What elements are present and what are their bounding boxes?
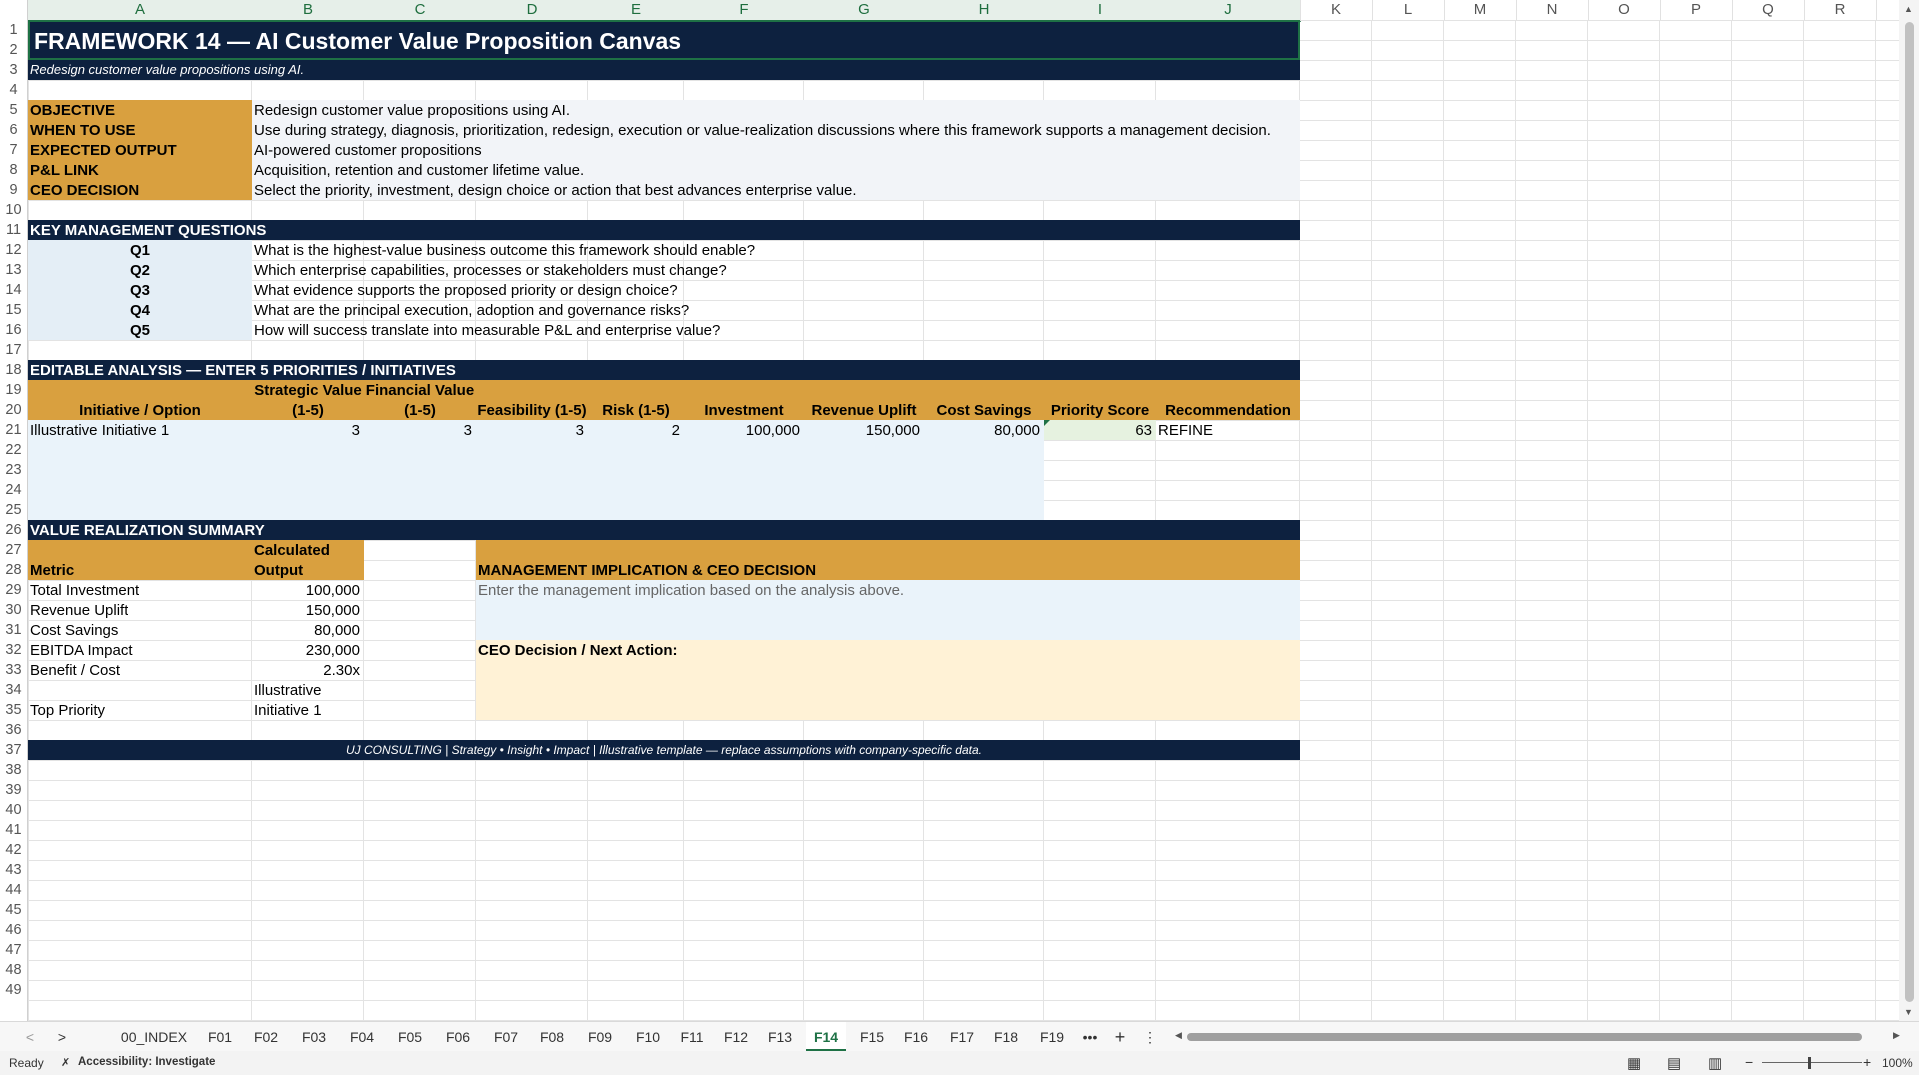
row-header[interactable]: 41	[5, 822, 22, 838]
info-value-objective[interactable]: Redesign customer value propositions using AI.	[254, 102, 571, 119]
row-header[interactable]: 12	[5, 242, 22, 258]
tab-scroll-left-icon[interactable]: <	[25, 1029, 35, 1045]
row-header[interactable]: 5	[9, 102, 18, 118]
col-initiative: Initiative / Option	[79, 402, 201, 419]
sheet-tab-00-index[interactable]: 00_INDEX	[120, 1029, 188, 1045]
page-layout-view-icon[interactable]: ▤	[1667, 1055, 1682, 1072]
horizontal-scroll-thumb[interactable]	[1187, 1033, 1862, 1041]
column-header-i[interactable]: I	[1044, 0, 1157, 22]
row-header-bar	[0, 20, 28, 1021]
column-header-q[interactable]: Q	[1732, 0, 1805, 20]
column-header-j[interactable]: J	[1156, 0, 1301, 22]
row-header[interactable]: 13	[5, 262, 22, 278]
sheet-tab-f12[interactable]: F12	[723, 1029, 749, 1045]
spreadsheet-grid[interactable]	[28, 20, 1899, 1021]
col-strategic-1: Strategic Value	[254, 382, 362, 399]
sheet-tab-f06[interactable]: F06	[445, 1029, 471, 1045]
tab-scroll-right-icon[interactable]: >	[57, 1029, 67, 1045]
initiative-name[interactable]: Illustrative Initiative 1	[30, 422, 170, 439]
question-id-4: Q4	[129, 302, 150, 319]
normal-view-icon[interactable]: ▦	[1627, 1055, 1642, 1072]
question-text-1[interactable]: What is the highest-value business outcome this framework should enable?	[254, 242, 756, 259]
row-header[interactable]: 24	[5, 482, 22, 498]
question-text-3[interactable]: What evidence supports the proposed priority or design choice?	[254, 282, 678, 299]
status-ready: Ready	[9, 1056, 44, 1070]
sheet-tab-f03[interactable]: F03	[301, 1029, 327, 1045]
row-header[interactable]: 36	[5, 722, 22, 738]
summary-header: VALUE REALIZATION SUMMARY	[30, 522, 265, 539]
row-header[interactable]: 22	[5, 442, 22, 458]
page-break-view-icon[interactable]: ▥	[1708, 1055, 1723, 1072]
horizontal-scrollbar[interactable]	[1175, 1030, 1900, 1043]
sheet-tab-f07[interactable]: F07	[493, 1029, 519, 1045]
summary-metric-5: Benefit / Cost	[30, 662, 121, 679]
column-header-k[interactable]: K	[1300, 0, 1373, 20]
question-id-2: Q2	[129, 262, 150, 279]
questions-header: KEY MANAGEMENT QUESTIONS	[30, 222, 267, 239]
summary-col-output-1: Calculated	[254, 542, 330, 559]
row-header[interactable]: 45	[5, 902, 22, 918]
hscroll-right-icon[interactable]: ▶	[1893, 1030, 1900, 1040]
top-priority-value-2: Initiative 1	[254, 702, 322, 719]
page-subtitle: Redesign customer value propositions using AI.	[30, 62, 305, 77]
info-label-ceo: CEO DECISION	[30, 182, 140, 199]
sheet-tab-f04[interactable]: F04	[349, 1029, 375, 1045]
zoom-out-icon[interactable]: −	[1745, 1054, 1754, 1070]
implication-placeholder: Enter the management implication based on the analysis above.	[478, 582, 905, 599]
column-header-l[interactable]: L	[1372, 0, 1445, 20]
row-header[interactable]: 8	[9, 162, 18, 178]
footer-text: UJ CONSULTING | Strategy • Insight • Impact | Illustrative template — replace assumptions with company-specific data.	[346, 743, 982, 757]
sheet-tab-f08[interactable]: F08	[539, 1029, 565, 1045]
question-text-5[interactable]: How will success translate into measurable P&L and enterprise value?	[254, 322, 721, 339]
implication-input[interactable]	[476, 580, 1300, 640]
accessibility-icon[interactable]: ✗	[61, 1057, 71, 1069]
risk-value[interactable]: 2	[671, 422, 680, 439]
row-header[interactable]: 38	[5, 762, 22, 778]
info-label-objective: OBJECTIVE	[30, 102, 116, 119]
column-header-c[interactable]: C	[364, 0, 477, 22]
row-header[interactable]: 4	[9, 82, 18, 98]
row-header[interactable]: 3	[9, 62, 18, 78]
more-sheets-icon[interactable]: •••	[1082, 1029, 1098, 1045]
row-header[interactable]: 10	[5, 202, 22, 218]
question-id-3: Q3	[129, 282, 150, 299]
column-header-bar	[0, 0, 1919, 21]
select-all-corner[interactable]	[0, 0, 28, 20]
summary-value-1: 100,000	[305, 582, 360, 599]
row-header[interactable]: 49	[5, 982, 22, 998]
column-header-n[interactable]: N	[1516, 0, 1589, 20]
column-header-a[interactable]: A	[28, 0, 253, 22]
feasibility-value[interactable]: 3	[575, 422, 584, 439]
hscroll-left-icon[interactable]: ◀	[1175, 1030, 1182, 1040]
sheet-tab-f02[interactable]: F02	[253, 1029, 279, 1045]
row-header[interactable]: 47	[5, 942, 22, 958]
sheet-tab-f11[interactable]: F11	[680, 1029, 704, 1045]
info-label-output: EXPECTED OUTPUT	[30, 142, 177, 159]
summary-value-2: 150,000	[305, 602, 360, 619]
column-header-b[interactable]: B	[252, 0, 365, 22]
row-header[interactable]: 39	[5, 782, 22, 798]
info-value-ceo[interactable]: Select the priority, investment, design choice or action that best advances enterprise value.	[254, 182, 857, 199]
info-label-when: WHEN TO USE	[30, 122, 136, 139]
status-bar	[0, 1051, 1919, 1075]
column-header-f[interactable]: F	[684, 0, 805, 22]
sheet-tab-f14[interactable]: F14	[806, 1022, 846, 1052]
scroll-down-icon[interactable]: ▼	[1904, 1007, 1913, 1017]
row-header[interactable]: 31	[5, 622, 22, 638]
row-header[interactable]: 30	[5, 602, 22, 618]
summary-metric-4: EBITDA Impact	[30, 642, 133, 659]
row-header[interactable]: 23	[5, 462, 22, 478]
column-header-h[interactable]: H	[924, 0, 1045, 22]
zoom-slider-thumb[interactable]	[1808, 1057, 1811, 1069]
column-header-r[interactable]: R	[1804, 0, 1877, 20]
accessibility-status[interactable]: Accessibility: Investigate	[78, 1056, 216, 1068]
row-header[interactable]: 20	[5, 402, 22, 418]
sheet-tab-f10[interactable]: F10	[635, 1029, 661, 1045]
row-header[interactable]: 44	[5, 882, 22, 898]
row-header[interactable]: 21	[5, 422, 22, 438]
sheet-tab-f09[interactable]: F09	[587, 1029, 613, 1045]
top-priority-value-1: Illustrative	[254, 682, 322, 699]
row-header[interactable]: 32	[5, 642, 22, 658]
summary-col-output-2: Output	[254, 562, 304, 579]
col-strategic-2: (1-5)	[292, 402, 324, 419]
financial-value[interactable]: 3	[463, 422, 472, 439]
revenue-value[interactable]: 150,000	[865, 422, 920, 439]
row-header[interactable]: 1	[9, 22, 18, 38]
scroll-up-icon[interactable]: ▲	[1904, 4, 1913, 14]
row-header[interactable]: 28	[5, 562, 22, 578]
row-header[interactable]: 29	[5, 582, 22, 598]
savings-value[interactable]: 80,000	[994, 422, 1040, 439]
info-value-pl[interactable]: Acquisition, retention and customer lifetime value.	[254, 162, 585, 179]
sheet-tab-f15[interactable]: F15	[859, 1029, 885, 1045]
implication-header: MANAGEMENT IMPLICATION & CEO DECISION	[478, 562, 817, 579]
zoom-level[interactable]: 100%	[1882, 1056, 1913, 1070]
summary-value-4: 230,000	[305, 642, 360, 659]
row-header[interactable]: 40	[5, 802, 22, 818]
tab-options-icon[interactable]: ⋮	[1143, 1029, 1157, 1045]
sheet-tab-f18[interactable]: F18	[993, 1029, 1019, 1045]
zoom-in-icon[interactable]: +	[1863, 1054, 1872, 1070]
summary-value-5: 2.30x	[323, 662, 360, 679]
sheet-tab-f17[interactable]: F17	[949, 1029, 975, 1045]
sheet-tab-f05[interactable]: F05	[397, 1029, 423, 1045]
col-investment: Investment	[704, 402, 784, 419]
row-header[interactable]: 14	[5, 282, 22, 298]
row-header[interactable]: 2	[9, 42, 18, 58]
row-header[interactable]: 33	[5, 662, 22, 678]
row-header[interactable]: 11	[5, 222, 22, 238]
row-header[interactable]: 37	[5, 742, 22, 758]
sheet-tab-f16[interactable]: F16	[903, 1029, 929, 1045]
info-value-when[interactable]: Use during strategy, diagnosis, prioritization, redesign, execution or value-realization discussions where this framework supports a management decision.	[254, 122, 1271, 139]
col-savings: Cost Savings	[936, 402, 1032, 419]
row-header[interactable]: 7	[9, 142, 18, 158]
row-header[interactable]: 34	[5, 682, 22, 698]
summary-metric-3: Cost Savings	[30, 622, 119, 639]
investment-value[interactable]: 100,000	[745, 422, 800, 439]
ceo-decision-input[interactable]	[476, 640, 1300, 720]
column-header-d[interactable]: D	[476, 0, 589, 22]
col-risk: Risk (1-5)	[602, 402, 670, 419]
title-banner[interactable]	[28, 20, 1300, 60]
vertical-scrollbar[interactable]	[1899, 0, 1919, 1021]
col-financial-2: (1-5)	[404, 402, 436, 419]
row-header[interactable]: 19	[5, 382, 22, 398]
recommendation-value[interactable]: REFINE	[1158, 422, 1214, 439]
column-header-m[interactable]: M	[1444, 0, 1517, 20]
column-header-g[interactable]: G	[804, 0, 925, 22]
row-header[interactable]: 42	[5, 842, 22, 858]
analysis-header: EDITABLE ANALYSIS — ENTER 5 PRIORITIES / INITIATIVES	[30, 362, 456, 379]
sheet-tab-bar	[0, 1021, 1919, 1052]
zoom-slider[interactable]	[1762, 1062, 1862, 1063]
question-text-4[interactable]: What are the principal execution, adoption and governance risks?	[254, 302, 690, 319]
col-priority-score: Priority Score	[1050, 402, 1150, 419]
row-header[interactable]: 6	[9, 122, 18, 138]
row-header[interactable]: 25	[5, 502, 22, 518]
priority-score[interactable]: 63	[1135, 422, 1152, 439]
sheet-tab-f13[interactable]: F13	[767, 1029, 793, 1045]
col-recommendation: Recommendation	[1165, 402, 1291, 419]
row-header[interactable]: 46	[5, 922, 22, 938]
info-label-pl: P&L LINK	[30, 162, 99, 179]
question-text-2[interactable]: Which enterprise capabilities, processes or stakeholders must change?	[254, 262, 727, 279]
top-priority-label: Top Priority	[30, 702, 106, 719]
summary-metric-1: Total Investment	[30, 582, 140, 599]
vertical-scroll-thumb[interactable]	[1905, 22, 1914, 1002]
row-header[interactable]: 43	[5, 862, 22, 878]
column-header-p[interactable]: P	[1660, 0, 1733, 20]
row-header[interactable]: 17	[5, 342, 22, 358]
column-header-e[interactable]: E	[588, 0, 685, 22]
row-header[interactable]: 35	[5, 702, 22, 718]
row-header[interactable]: 9	[9, 182, 18, 198]
col-feasibility: Feasibility (1-5)	[477, 402, 587, 419]
strategic-value[interactable]: 3	[351, 422, 360, 439]
sheet-tab-f01[interactable]: F01	[207, 1029, 233, 1045]
row-header[interactable]: 18	[5, 362, 22, 378]
column-header-o[interactable]: O	[1588, 0, 1661, 20]
row-header[interactable]: 48	[5, 962, 22, 978]
question-id-5: Q5	[129, 322, 150, 339]
question-id-1: Q1	[129, 242, 150, 259]
row-header[interactable]: 16	[5, 322, 22, 338]
sheet-tab-f19[interactable]: F19	[1039, 1029, 1065, 1045]
row-header[interactable]: 27	[5, 542, 22, 558]
summary-value-3: 80,000	[314, 622, 360, 639]
summary-metric-2: Revenue Uplift	[30, 602, 129, 619]
add-sheet-button[interactable]: +	[1114, 1027, 1126, 1047]
info-value-output[interactable]: AI-powered customer propositions	[254, 142, 482, 159]
row-header[interactable]: 26	[5, 522, 22, 538]
page-title: FRAMEWORK 14 — AI Customer Value Proposition Canvas	[34, 28, 682, 54]
row-header[interactable]: 15	[5, 302, 22, 318]
col-revenue: Revenue Uplift	[811, 402, 917, 419]
col-financial-1: Financial Value	[365, 382, 475, 399]
summary-col-metric: Metric	[30, 562, 75, 579]
ceo-decision-label: CEO Decision / Next Action:	[478, 642, 678, 659]
